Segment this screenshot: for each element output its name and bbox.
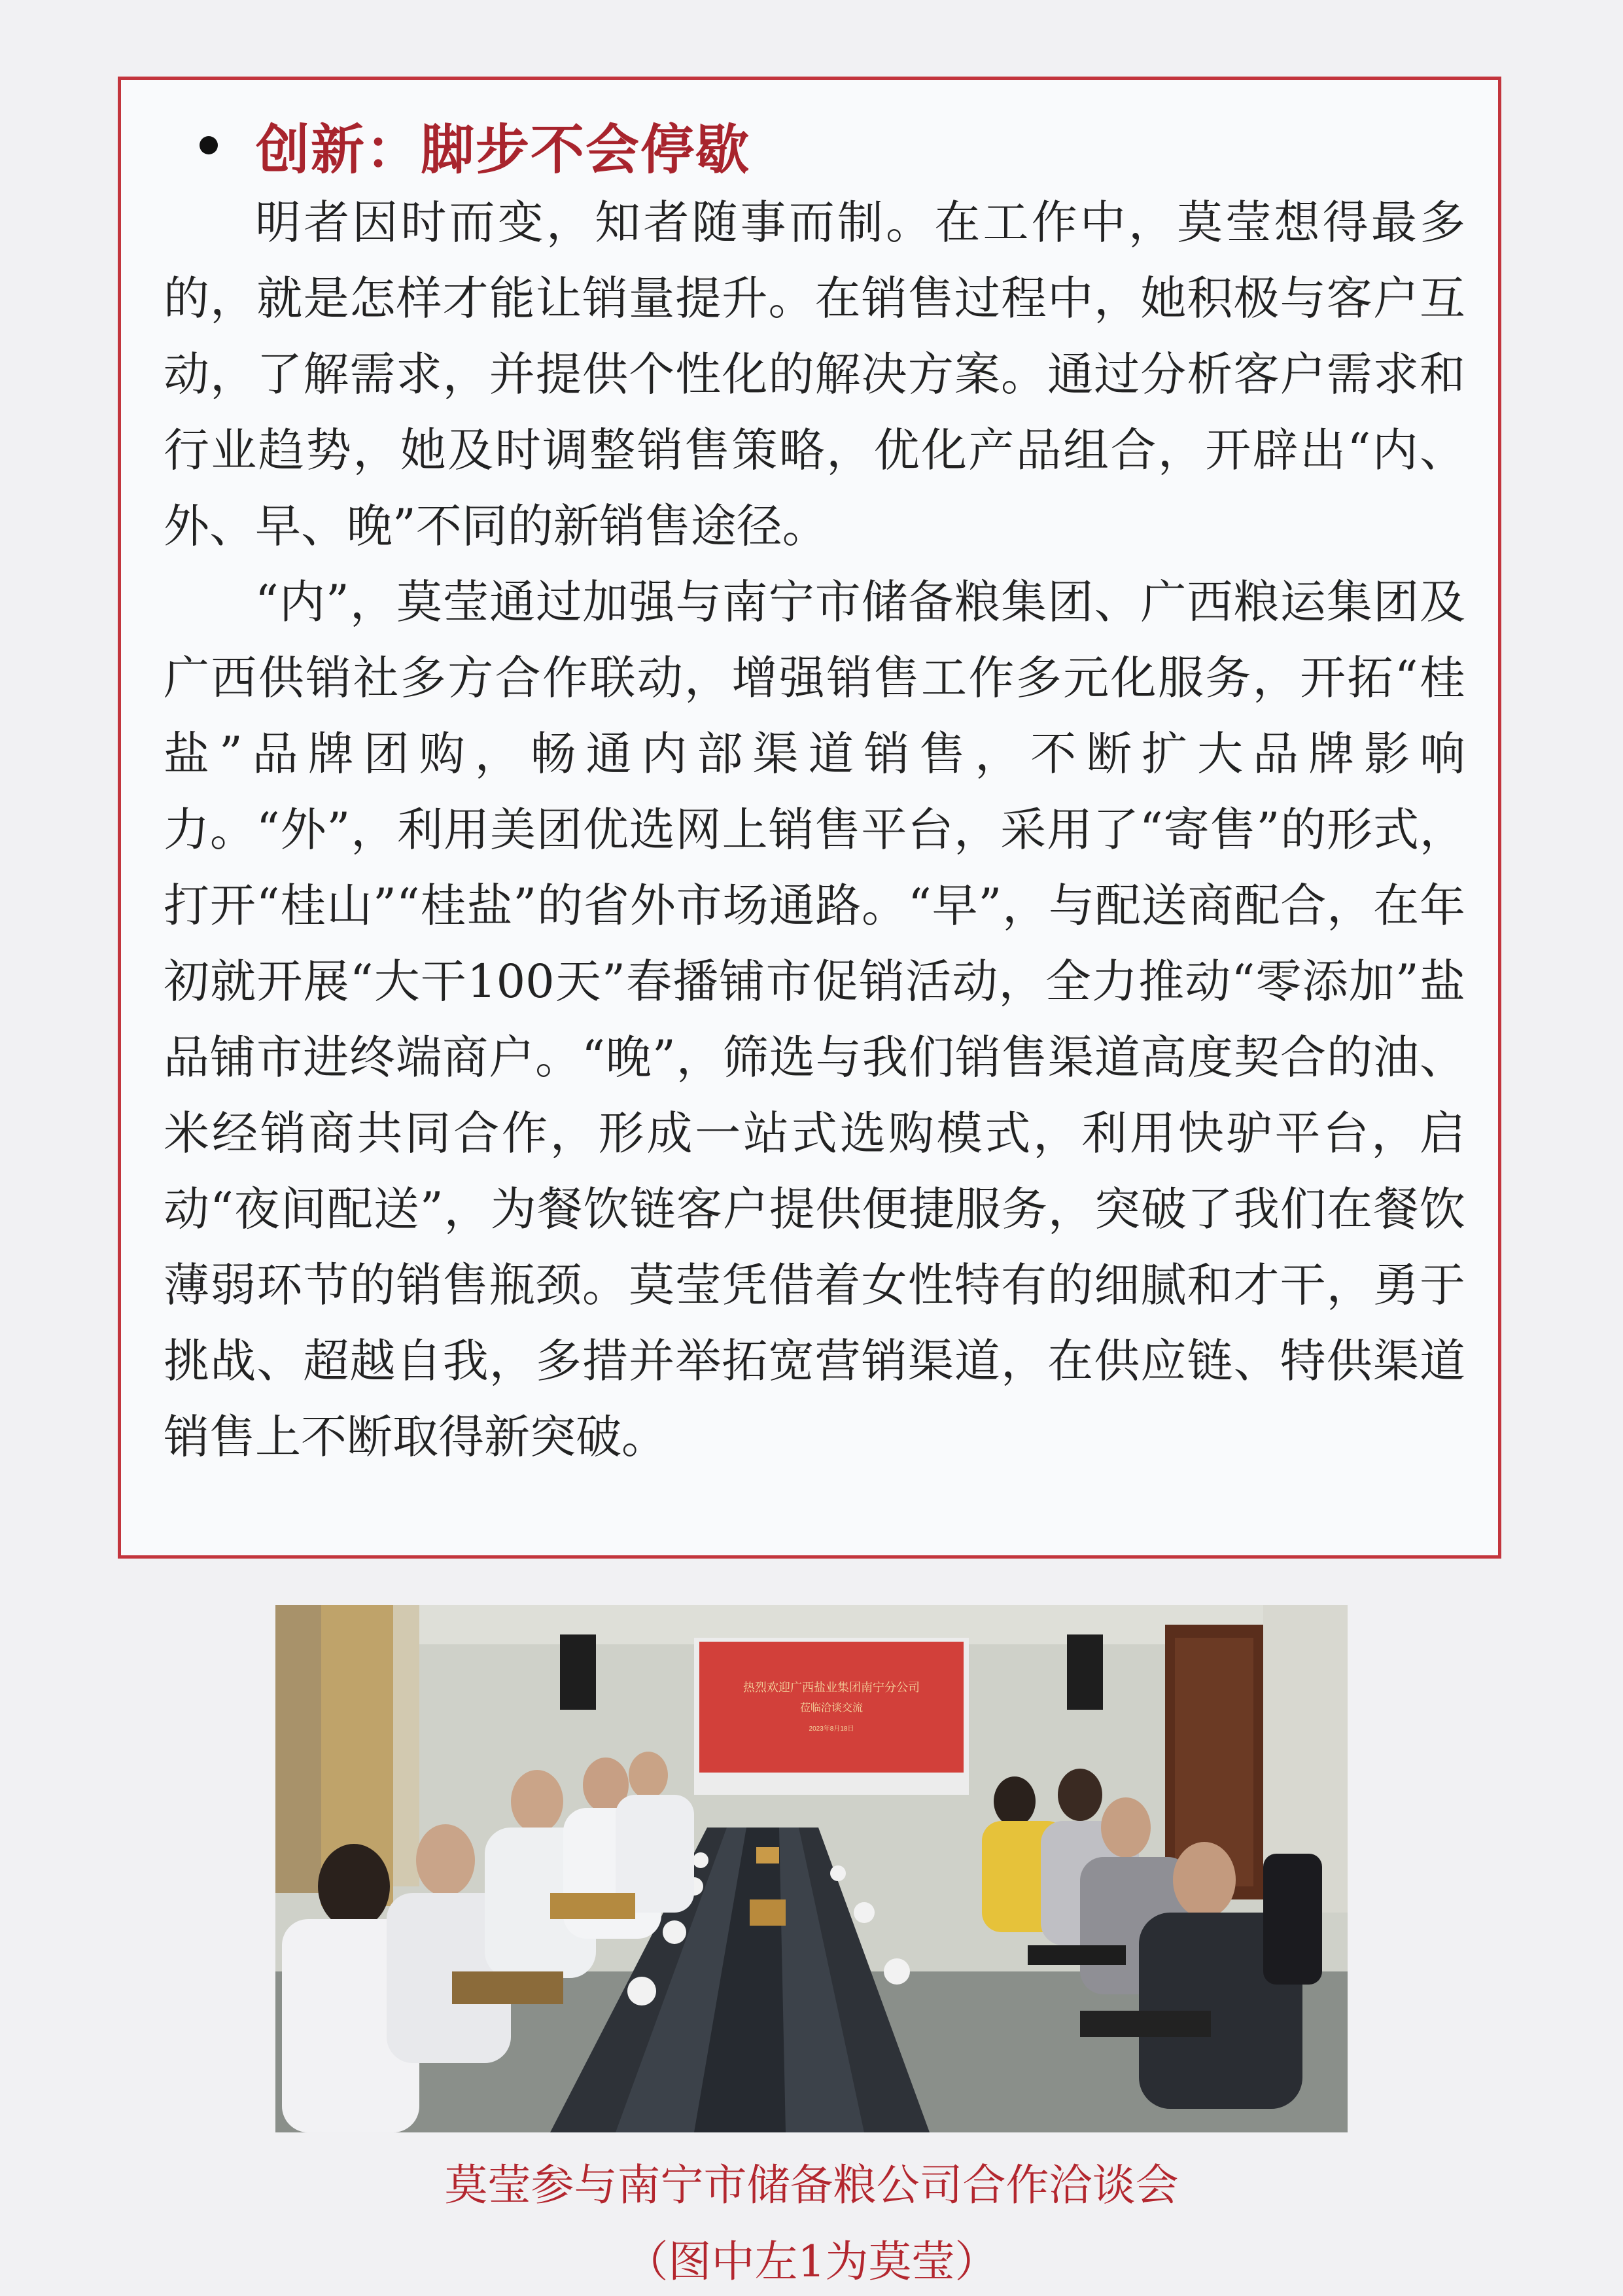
banner-title: 热烈欢迎广西盐业集团南宁分公司 xyxy=(743,1681,920,1694)
photo-caption-note: （图中左1为莫莹） xyxy=(625,2236,998,2287)
section-title: 创新：脚步不会停歇 xyxy=(256,118,751,181)
meeting-photo xyxy=(275,1605,1348,2132)
paragraph: 明者因时而变，知者随事而制。在工作中，莫莹想得最多的，就是怎样才能让销量提升。在销售过程中，她积极与客户互动，了解需求，并提供个性化的解决方案。通过分析客户需求和行业趋势，她及时调整销售策略，优化产品组合，开辟出“内、外、早、晚”不同的新销售途径。 xyxy=(164,196,1465,553)
article-body xyxy=(164,185,1465,1475)
bullet-icon xyxy=(200,136,218,154)
speaker-left xyxy=(560,1634,596,1710)
photo-caption: 莫莹参与南宁市储备粮公司合作洽谈会 xyxy=(444,2160,1179,2210)
speaker-right xyxy=(1067,1634,1103,1710)
article-card xyxy=(118,77,1501,1559)
section-heading xyxy=(200,106,750,185)
paragraph: “内”，莫莹通过加强与南宁市储备粮集团、广西粮运集团及广西供销社多方合作联动，增强销售工作多元化服务，开拓“桂盐”品牌团购，畅通内部渠道销售，不断扩大品牌影响力。“外”，利用美团优选网上销售平台，采用了“寄售”的形式，打开“桂山”“桂盐”的省外市场通路。“早”，与配送商配合，在年初就开展“大干100天”春播铺市促销活动，全力推动“零添加”盐品铺市进终端商户。“晚”，筛选与我们销售渠道高度契合的油、米经销商共同合作，形成一站式选购模式，利用快驴平台，启动“夜间配送”，为餐饮链客户提供便捷服务，突破了我们在餐饮薄弱环节的销售瓶颈。莫莹凭借着女性特有的细腻和才干，勇于挑战、超越自我，多措并举拓宽营销渠道，在供应链、特供渠道销售上不断取得新突破。 xyxy=(164,575,1465,1464)
banner-date: 2023年8月18日 xyxy=(809,1725,854,1733)
banner-subtitle: 莅临洽谈交流 xyxy=(799,1703,864,1714)
